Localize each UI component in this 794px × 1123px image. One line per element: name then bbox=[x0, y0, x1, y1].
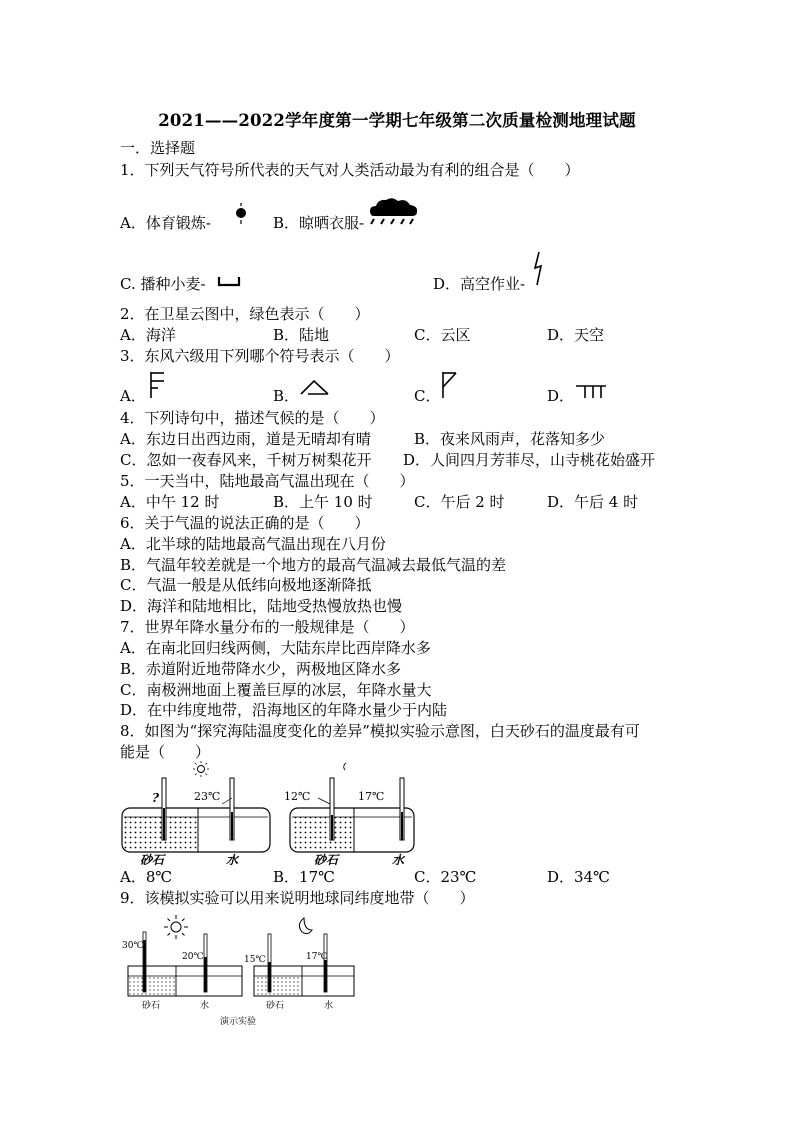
fig9-day-sand-temp: 30℃ bbox=[122, 941, 144, 951]
fig8-unknown-label: ? bbox=[152, 791, 160, 805]
q5-option-b[interactable]: B．上午 10 时 bbox=[273, 493, 373, 511]
moon-icon-fig9 bbox=[299, 918, 312, 934]
q6-option-b[interactable]: B．气温年较差就是一个地方的最高气温减去最低气温的差 bbox=[120, 556, 507, 574]
fig9-day-water-temp: 20℃ bbox=[182, 952, 204, 962]
question-5-stem: 5．一天当中，陆地最高气温出现在（ ） bbox=[120, 472, 415, 490]
q1-option-a[interactable]: A．体育锻炼- bbox=[120, 214, 211, 232]
sun-icon bbox=[193, 761, 209, 777]
question-2-stem: 2．在卫星云图中，绿色表示（ ） bbox=[120, 305, 370, 323]
q2-option-b[interactable]: B．陆地 bbox=[273, 326, 330, 344]
question-1-stem: 1．下列天气符号所代表的天气对人类活动最为有利的组合是（ ） bbox=[120, 161, 580, 179]
q5-option-c[interactable]: C．午后 2 时 bbox=[414, 493, 505, 511]
q2-option-a[interactable]: A．海洋 bbox=[120, 326, 176, 344]
fig8-night-water-temp: 17℃ bbox=[358, 790, 385, 803]
fig8-day-water-temp: 23℃ bbox=[194, 790, 221, 803]
q6-option-d[interactable]: D．海洋和陆地相比，陆地受热慢放热也慢 bbox=[120, 597, 403, 615]
q5-option-d[interactable]: D．午后 4 时 bbox=[547, 493, 639, 511]
fig8-day-water-label: 水 bbox=[226, 853, 239, 867]
fig9-night-sand-label: 砂石 bbox=[266, 1001, 285, 1011]
q6-option-c[interactable]: C．气温一般是从低纬向极地逐渐降抵 bbox=[120, 576, 372, 594]
rain-cloud-weather-icon bbox=[368, 196, 420, 228]
q1-option-d[interactable]: D．高空作业- bbox=[433, 275, 526, 293]
question-4-stem: 4．下列诗句中，描述气候的是（ ） bbox=[120, 409, 385, 427]
question-3-stem: 3．东风六级用下列哪个符号表示（ ） bbox=[120, 347, 400, 365]
q4-option-c[interactable]: C．忽如一夜春风来，千树万树梨花开 bbox=[120, 451, 372, 469]
figure-8-experiment bbox=[118, 760, 418, 868]
fig9-night-water-label: 水 bbox=[324, 1001, 334, 1011]
page-title: 2021——2022学年度第一学期七年级第二次质量检测地理试题 bbox=[158, 111, 636, 130]
q7-option-d[interactable]: D．在中纬度地带，沿海地区的年降水量少于内陆 bbox=[120, 701, 448, 719]
question-7-stem: 7．世界年降水量分布的一般规律是（ ） bbox=[120, 618, 415, 636]
q8-option-d[interactable]: D．34℃ bbox=[547, 868, 610, 886]
figure-9-experiment bbox=[120, 912, 360, 1030]
wind-symbol-a-icon bbox=[148, 371, 166, 399]
thunderstorm-weather-icon bbox=[532, 251, 546, 287]
q2-option-d[interactable]: D．天空 bbox=[547, 326, 605, 344]
q5-option-a[interactable]: A．中午 12 时 bbox=[120, 493, 220, 511]
q7-option-b[interactable]: B．赤道附近地带降水少，两极地区降水多 bbox=[120, 660, 402, 678]
q7-option-c[interactable]: C．南极洲地面上覆盖巨厚的冰层，年降水量大 bbox=[120, 681, 432, 699]
fig8-night-sand-temp: 12℃ bbox=[284, 790, 311, 803]
fig9-caption: 演示实验 bbox=[220, 1017, 257, 1027]
q3-option-d[interactable]: D． bbox=[547, 387, 575, 405]
frost-weather-icon bbox=[218, 277, 240, 287]
question-8-stem-line1: 8．如图为“探究海陆温度变化的差异”模拟实验示意图，白天砂石的温度最有可 bbox=[120, 722, 640, 740]
q8-option-c[interactable]: C．23℃ bbox=[414, 868, 477, 886]
moon-icon bbox=[344, 763, 346, 770]
wind-symbol-b-icon bbox=[300, 378, 330, 396]
q1-option-b[interactable]: B．晾晒衣服- bbox=[273, 214, 365, 232]
wind-symbol-d-icon bbox=[575, 384, 607, 400]
q3-option-c[interactable]: C． bbox=[414, 387, 441, 405]
q4-option-a[interactable]: A．东边日出西边雨，道是无晴却有晴 bbox=[120, 430, 371, 448]
question-9-stem: 9．该模拟实验可以用来说明地球同纬度地带（ ） bbox=[120, 889, 475, 907]
q2-option-c[interactable]: C．云区 bbox=[414, 326, 471, 344]
fig9-night-sand-temp: 15℃ bbox=[244, 955, 266, 965]
fig9-day-tank bbox=[128, 932, 242, 996]
wind-symbol-c-icon bbox=[440, 371, 458, 399]
fig8-night-water-label: 水 bbox=[392, 853, 405, 867]
q1-option-c[interactable]: C. 播种小麦- bbox=[120, 275, 206, 293]
q8-option-a[interactable]: A．8℃ bbox=[120, 868, 173, 886]
fig8-night-sand-label: 砂石 bbox=[314, 853, 339, 867]
fig9-night-water-temp: 17℃ bbox=[306, 952, 328, 962]
q4-option-d[interactable]: D．人间四月芳菲尽，山寺桃花始盛开 bbox=[403, 451, 656, 469]
q3-option-b[interactable]: B． bbox=[273, 387, 300, 405]
q6-option-a[interactable]: A．北半球的陆地最高气温出现在八月份 bbox=[120, 535, 386, 553]
q4-option-b[interactable]: B．夜来风雨声，花落知多少 bbox=[414, 430, 606, 448]
question-8-stem-line2: 能是（ ） bbox=[120, 743, 211, 761]
fig9-night-tank bbox=[254, 934, 354, 996]
sunny-weather-icon bbox=[234, 203, 248, 227]
fig9-day-water-label: 水 bbox=[200, 1001, 210, 1011]
q7-option-a[interactable]: A．在南北回归线两侧，大陆东岸比西岸降水多 bbox=[120, 639, 431, 657]
sun-icon-fig9 bbox=[164, 915, 188, 939]
fig8-day-sand-label: 砂石 bbox=[140, 853, 165, 867]
q8-option-b[interactable]: B．17℃ bbox=[273, 868, 335, 886]
q3-option-a[interactable]: A． bbox=[120, 387, 146, 405]
fig9-day-sand-label: 砂石 bbox=[142, 1001, 161, 1011]
question-6-stem: 6．关于气温的说法正确的是（ ） bbox=[120, 514, 370, 532]
section-heading: 一．选择题 bbox=[120, 139, 196, 157]
